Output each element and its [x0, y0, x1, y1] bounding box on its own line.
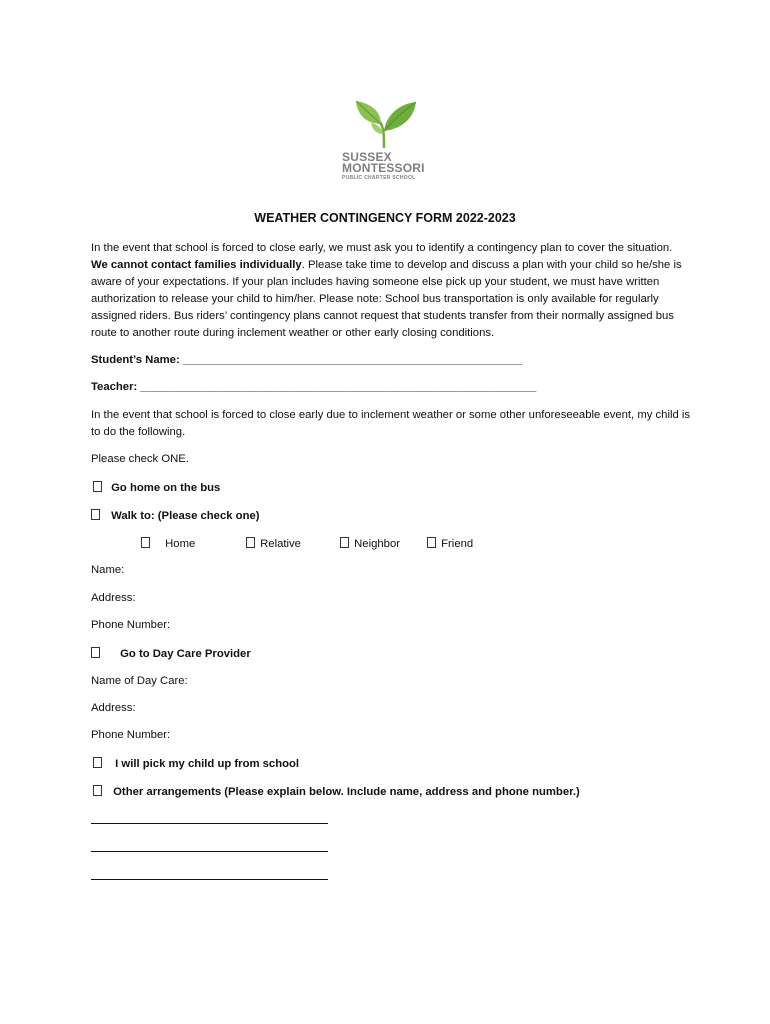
student-name-field[interactable]: ______________________________________________________ [182, 354, 523, 366]
walk-choice-relative [246, 537, 301, 550]
pickup-label: I will pick my child up from school [115, 758, 300, 770]
neighbor-checkbox[interactable] [340, 537, 349, 548]
option-bus [93, 481, 220, 494]
check-one-text: Please check ONE. [91, 453, 189, 465]
pickup-checkbox[interactable] [93, 757, 102, 768]
relative-label: Relative [260, 538, 301, 550]
intro-part-2: . Please take time to develop and discuss a plan with your child so he/she is aware of your expectations. If your plan includes having someone else pick up your student, we must have written authorization to release your child to him/her. Please note: School bus transportation is only available for regularly assigned riders. Bus riders’ contingency plans cannot request that students transfer from their normally assigned bus route to another route during inclement weather or other early closing conditions. [91, 259, 682, 339]
walk-checkbox[interactable] [91, 509, 100, 520]
option-pickup [93, 757, 299, 770]
bus-checkbox[interactable] [93, 481, 102, 492]
logo-line-1: SUSSEX [342, 150, 392, 164]
friend-checkbox[interactable] [427, 537, 436, 548]
option-daycare [91, 647, 251, 660]
daycare-name-label: Name of Day Care: [91, 675, 188, 687]
home-checkbox[interactable] [141, 537, 150, 548]
teacher-field[interactable]: _______________________________________________________________ [140, 381, 537, 393]
other-line-1[interactable] [91, 823, 328, 824]
other-line-2[interactable] [91, 851, 328, 852]
walk-choice-home [141, 537, 195, 550]
walk-choice-neighbor [340, 537, 400, 550]
relative-checkbox[interactable] [246, 537, 255, 548]
walk-name-label: Name: [91, 564, 125, 576]
form-title: WEATHER CONTINGENCY FORM 2022-2023 [254, 211, 516, 225]
other-label: Other arrangements (Please explain below. Include name, address and phone number.) [113, 786, 580, 798]
event-paragraph: In the event that school is forced to close early due to inclement weather or some other unforeseeable event, my child is to do the following. [91, 409, 691, 438]
home-label: Home [165, 538, 196, 550]
neighbor-label: Neighbor [354, 538, 400, 550]
teacher-label: Teacher: [91, 381, 138, 393]
daycare-phone-label: Phone Number: [91, 729, 171, 741]
leaf-icon [354, 98, 418, 150]
daycare-label: Go to Day Care Provider [120, 648, 251, 660]
intro-bold: We cannot contact families individually [91, 259, 302, 271]
walk-label: Walk to: (Please check one) [111, 510, 260, 522]
daycare-checkbox[interactable] [91, 647, 100, 658]
teacher-row [91, 381, 536, 393]
daycare-address-label: Address: [91, 702, 136, 714]
intro-paragraph [91, 240, 691, 342]
school-logo [336, 98, 436, 188]
student-name-label: Student’s Name: [91, 354, 180, 366]
walk-choice-friend [427, 537, 473, 550]
logo-line-3: PUBLIC CHARTER SCHOOL [342, 175, 416, 181]
walk-phone-label: Phone Number: [91, 619, 171, 631]
intro-part-1: In the event that school is forced to close early, we must ask you to identify a contingency plan to cover the situation. [91, 242, 673, 254]
student-name-row [91, 354, 522, 366]
logo-line-2: MONTESSORI [342, 161, 425, 175]
option-walk [91, 509, 260, 522]
option-other [93, 785, 580, 798]
walk-address-label: Address: [91, 592, 136, 604]
other-checkbox[interactable] [93, 785, 102, 796]
friend-label: Friend [441, 538, 474, 550]
bus-label: Go home on the bus [111, 482, 221, 494]
other-line-3[interactable] [91, 879, 328, 880]
